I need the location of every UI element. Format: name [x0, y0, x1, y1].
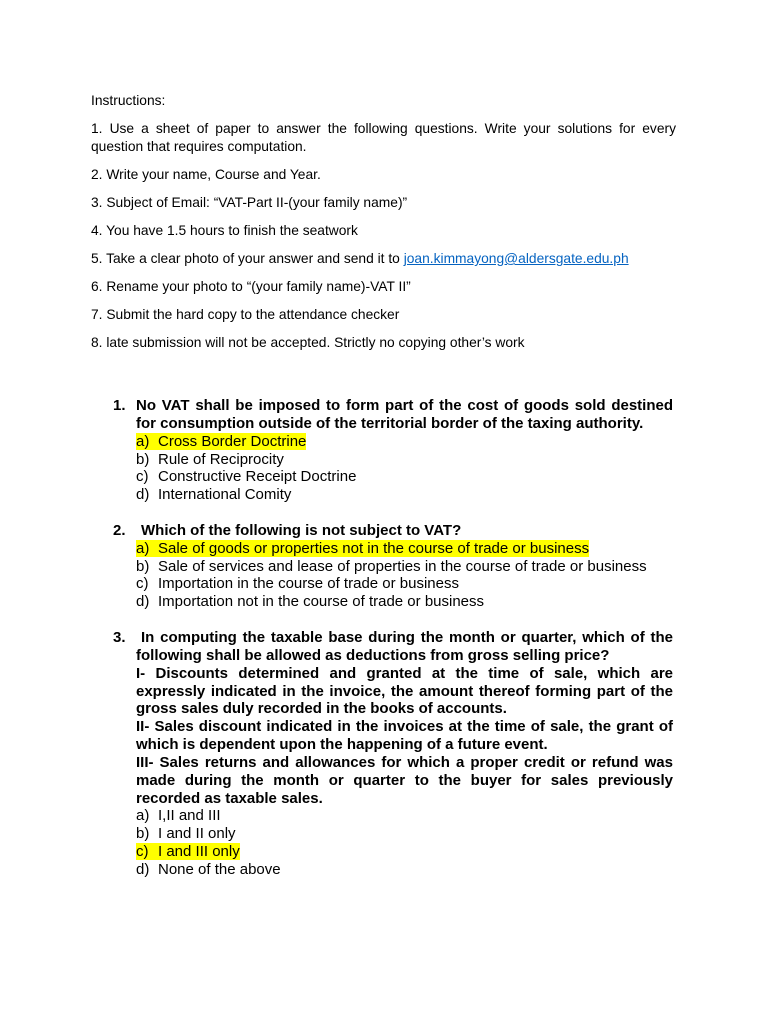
statement-iii: III- Sales returns and allowances for which a proper credit or refund was made during the month or quarter to the buyer for sales previously recorded as taxable sales. [136, 753, 673, 807]
option-label: b) [136, 825, 150, 843]
statement-i: I- Discounts determined and granted at the time of sale, which are expressly indicated in the invoice, the amount thereof forming part of the gross sales duly recorded in the books of accounts. [136, 664, 673, 718]
option-label: b) [136, 557, 150, 575]
option-text: I,II and III [158, 807, 221, 825]
answer-option-body [136, 825, 236, 842]
option-text: None of the above [158, 860, 281, 878]
instruction-item-2: 2. Write your name, Course and Year. [91, 167, 321, 182]
instruction-item-7: 7. Submit the hard copy to the attendance checker [91, 307, 400, 322]
question-text: No VAT shall be imposed to form part of the cost of goods sold destined for consumption outside of the territorial border of the taxing authority. [136, 397, 673, 432]
answer-option-d [136, 486, 673, 504]
answer-option-d [136, 593, 673, 611]
answer-option-body [136, 807, 221, 824]
option-text: I and III only [158, 843, 240, 861]
answer-option-b [136, 451, 673, 469]
option-text: I and II only [158, 825, 236, 843]
option-label: d) [136, 860, 150, 878]
question-number: 2. [113, 521, 126, 539]
option-text: Cross Border Doctrine [158, 432, 307, 450]
answer-option-d [136, 861, 673, 879]
instructions-section [91, 92, 676, 362]
answer-option-body [136, 575, 459, 592]
answer-option-body [136, 861, 281, 878]
answer-option-body [136, 468, 356, 485]
option-label: c) [136, 843, 149, 861]
instruction-item-6: 6. Rename your photo to “(your family name)-VAT II” [91, 279, 411, 294]
option-label: d) [136, 486, 150, 504]
answer-option-c [136, 843, 673, 861]
option-text: Importation in the course of trade or business [158, 575, 459, 593]
answer-option-c [136, 575, 673, 593]
option-text: Rule of Reciprocity [158, 450, 284, 468]
answer-option-a [136, 807, 673, 825]
option-text: Constructive Receipt Doctrine [158, 468, 357, 486]
option-label: c) [136, 468, 149, 486]
option-text: Importation not in the course of trade or business [158, 593, 485, 611]
question-number: 3. [113, 628, 126, 646]
answer-option-a [136, 433, 673, 451]
question-2 [113, 522, 679, 611]
answer-option-c [136, 468, 673, 486]
answer-option-body [136, 558, 647, 575]
answer-option-body [136, 451, 284, 468]
answer-option-b [136, 825, 673, 843]
email-link[interactable]: joan.kimmayong@aldersgate.edu.ph [403, 251, 629, 266]
instruction-item-1: 1. Use a sheet of paper to answer the following questions. Write your solutions for every question that requires computation. [91, 121, 676, 154]
option-text: Sale of goods or properties not in the course of trade or business [158, 539, 590, 557]
question-text: Which of the following is not subject to VAT? [141, 521, 462, 539]
answer-option-body [136, 843, 240, 860]
answer-option-a [136, 540, 673, 558]
option-text: Sale of services and lease of properties in the course of trade or business [158, 557, 647, 575]
instruction-item-3: 3. Subject of Email: “VAT-Part II-(your family name)” [91, 195, 408, 210]
statement-ii: II- Sales discount indicated in the invoices at the time of sale, the grant of which is dependent upon the happening of a future event. [136, 718, 673, 754]
answer-option-body [136, 593, 484, 610]
instruction-item-4: 4. You have 1.5 hours to finish the seatwork [91, 223, 358, 238]
option-text: International Comity [158, 486, 292, 504]
option-label: d) [136, 593, 150, 611]
instructions-heading: Instructions: [91, 93, 166, 108]
instruction-item-5 [91, 250, 676, 268]
option-label: c) [136, 575, 149, 593]
instruction-item-8: 8. late submission will not be accepted. Strictly no copying other’s work [91, 335, 525, 350]
option-label: a) [136, 539, 150, 557]
question-text: In computing the taxable base during the month or quarter, which of the following shall be allowed as deductions from gross selling price? [136, 628, 673, 664]
question-1 [113, 397, 679, 504]
instruction-item-5-text: 5. Take a clear photo of your answer and send it to [91, 251, 400, 266]
answer-option-b [136, 558, 673, 576]
question-number: 1. [113, 397, 126, 414]
questions-list [113, 397, 679, 897]
answer-option-body [136, 486, 291, 503]
option-label: b) [136, 450, 150, 468]
option-label: a) [136, 432, 150, 450]
option-label: a) [136, 807, 150, 825]
question-3 [113, 629, 679, 879]
answer-option-body [136, 540, 589, 557]
answer-option-body [136, 433, 306, 450]
